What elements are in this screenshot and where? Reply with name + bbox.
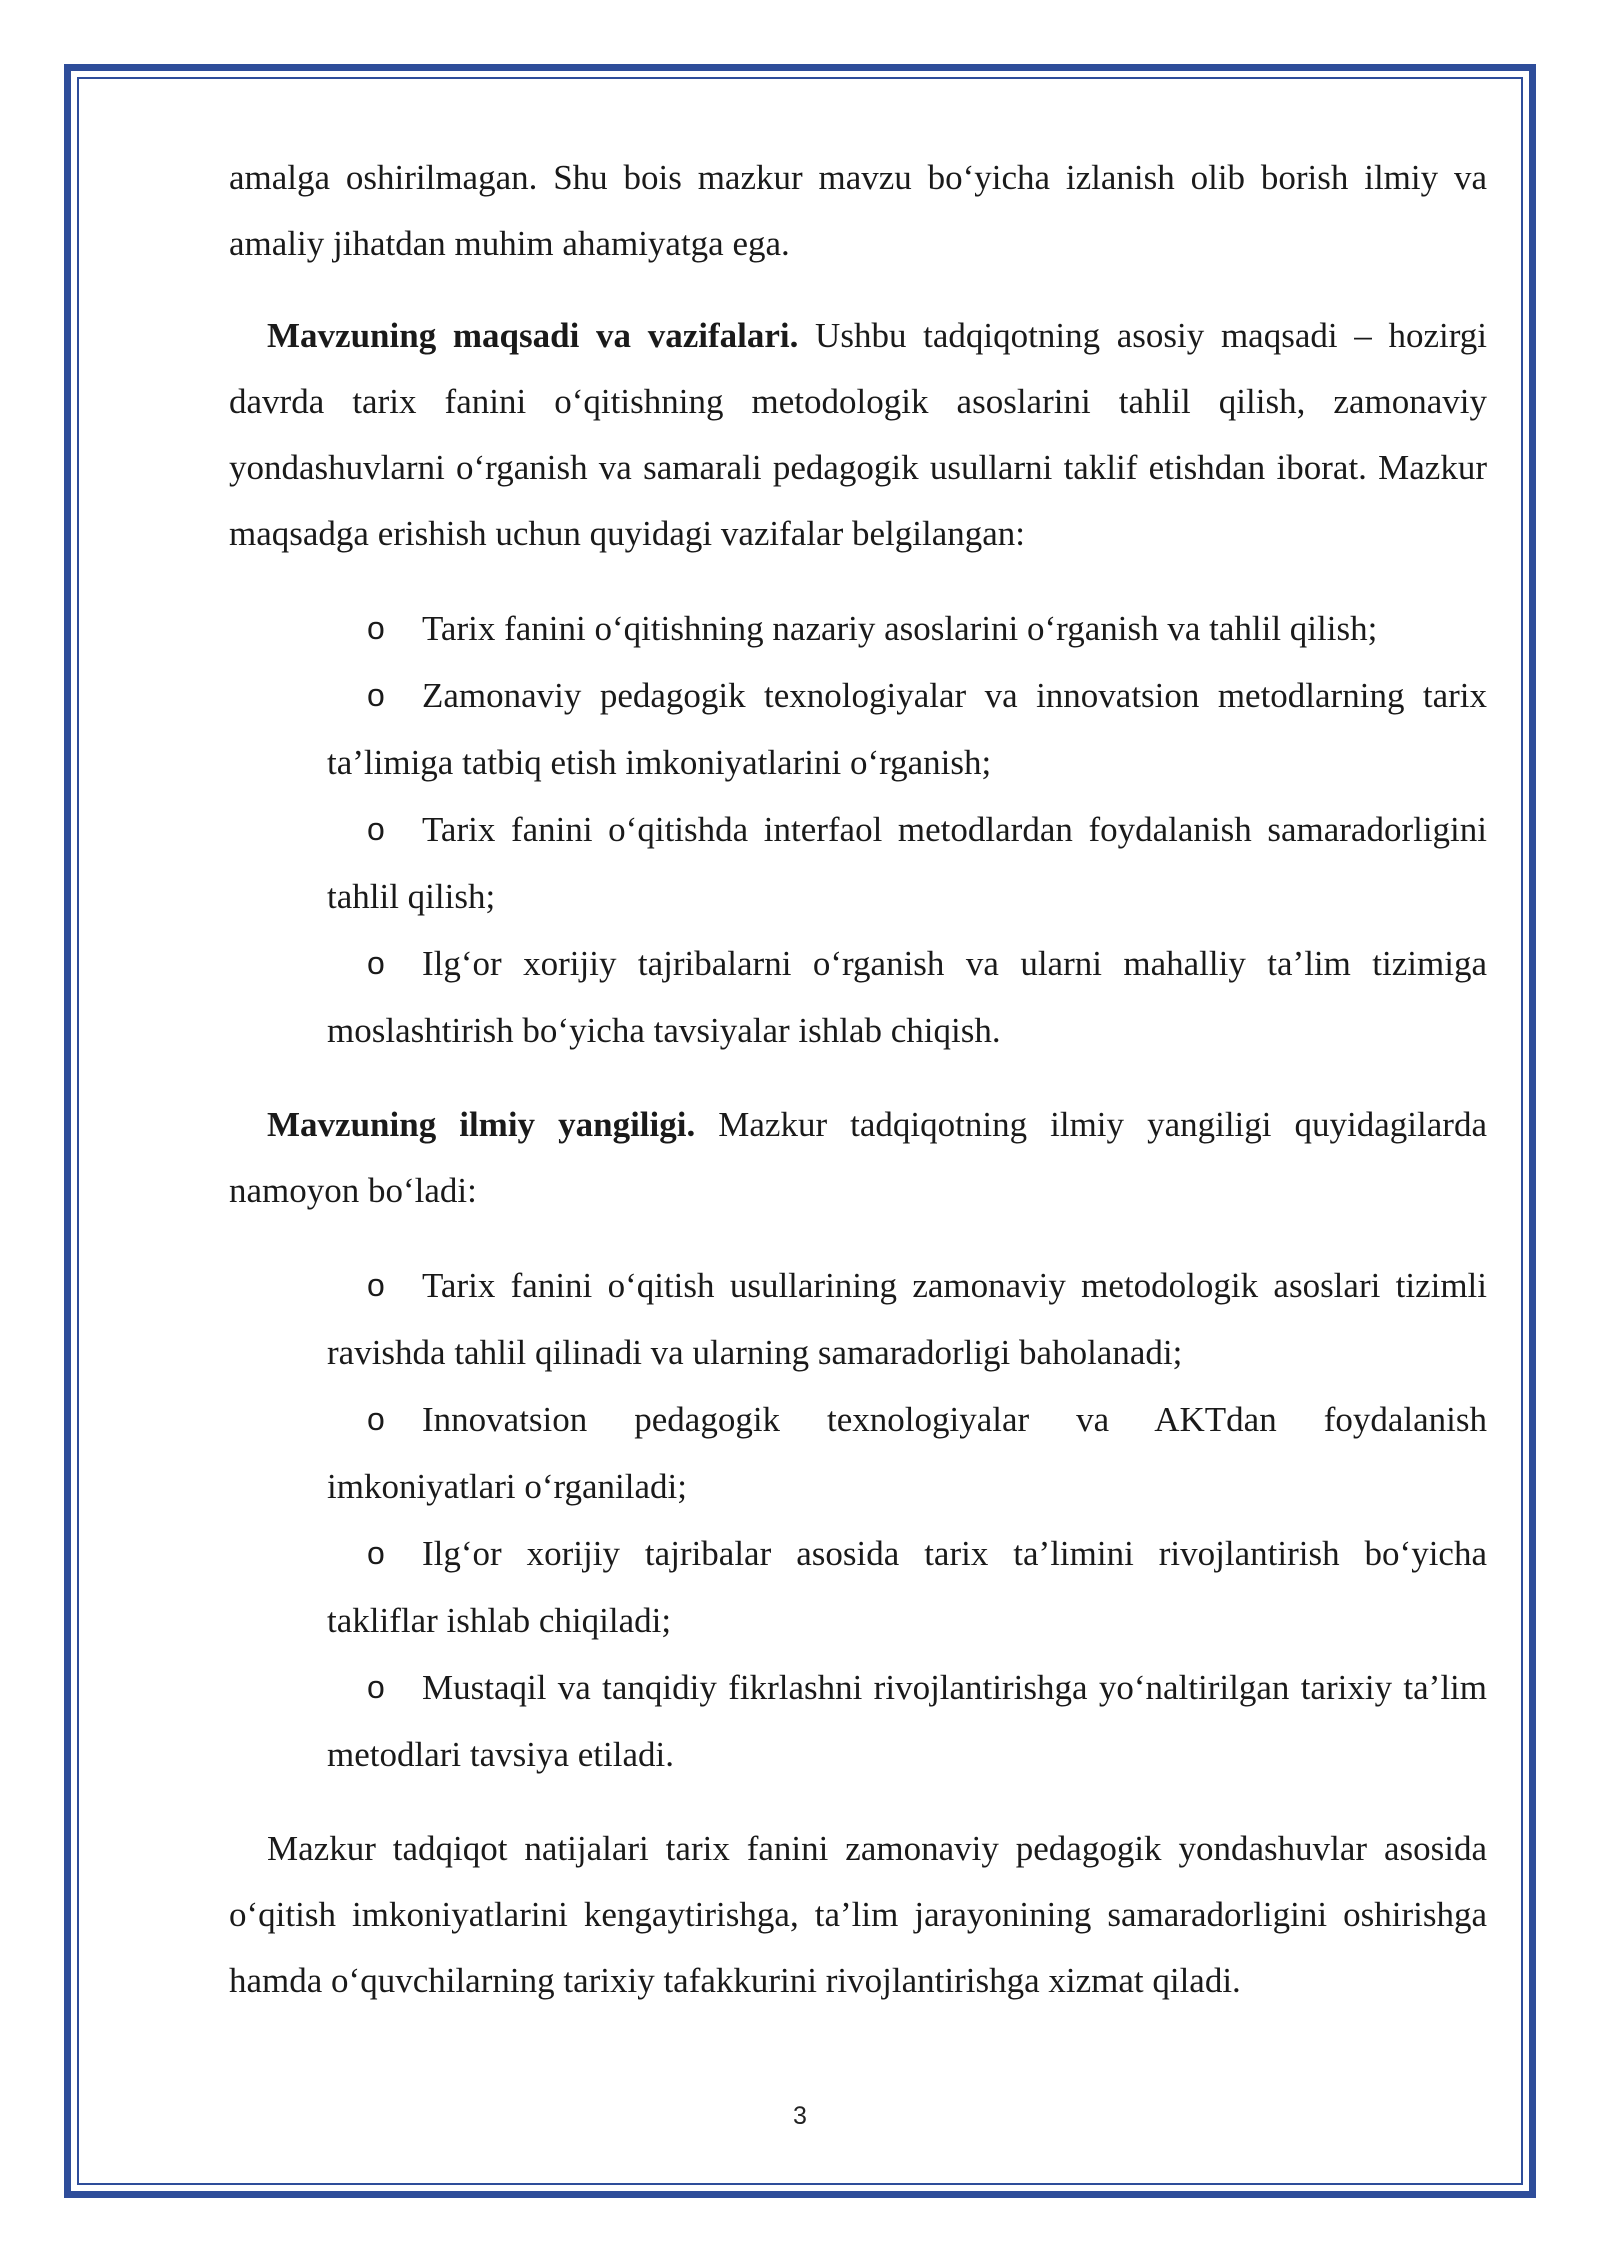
bullet-icon: o <box>367 1401 385 1437</box>
paragraph-goals-text: Ushbu tadqiqotning asosiy maqsadi – hozirgi davrda tarix fanini o‘qitishning metodologik asoslarini tahlil qilish, zamonaviy yondashuvlarni o‘rganish va samarali pedagogik usullarni taklif etishdan iborat. Mazkur maqsadga erishish uchun quyidagi vazifalar belgilangan: <box>229 316 1487 553</box>
novelty-list <box>229 1252 1487 1788</box>
paragraph-intro-continuation: amalga oshirilmagan. Shu bois mazkur mavzu bo‘yicha izlanish olib borish ilmiy va amaliy jihatdan muhim ahamiyatga ega. <box>229 158 1487 263</box>
list-item-text: Zamonaviy pedagogik texnologiyalar va innovatsion metodlarning tarix ta’limiga tatbiq etish imkoniyatlarini o‘rganish; <box>327 676 1487 782</box>
bullet-icon: o <box>367 1669 385 1705</box>
bullet-icon: o <box>367 1535 385 1571</box>
bullet-icon: o <box>367 677 385 713</box>
list-item-text: Tarix fanini o‘qitish usullarining zamonaviy metodologik asoslari tizimli ravishda tahlil qilinadi va ularning samaradorligi baholanadi; <box>327 1266 1487 1372</box>
document-body <box>229 145 1487 2014</box>
list-item-text: Ilg‘or xorijiy tajribalarni o‘rganish va ularni mahalliy ta’lim tizimiga moslashtirish bo‘yicha tavsiyalar ishlab chiqish. <box>327 944 1487 1050</box>
list-item-text: Tarix fanini o‘qitishda interfaol metodlardan foydalanish samaradorligini tahlil qilish; <box>327 810 1487 916</box>
list-item <box>327 796 1487 930</box>
bullet-icon: o <box>367 811 385 847</box>
paragraph-goals <box>229 303 1487 567</box>
paragraph-conclusion: Mazkur tadqiqot natijalari tarix fanini zamonaviy pedagogik yondashuvlar asosida o‘qitish imkoniyatlarini kengaytirishga, ta’lim jarayonining samaradorligini oshirishga hamda o‘quvchilarning tarixiy tafakkurini rivojlantirishga xizmat qiladi. <box>229 1829 1487 2000</box>
list-item <box>327 1386 1487 1520</box>
bullet-icon: o <box>367 610 385 646</box>
heading-goals: Mavzuning maqsadi va vazifalari. <box>267 316 799 355</box>
bullet-icon: o <box>367 1267 385 1303</box>
list-item-text: Ilg‘or xorijiy tajribalar asosida tarix ta’limini rivojlantirish bo‘yicha takliflar ishlab chiqiladi; <box>327 1534 1487 1640</box>
list-item-text: Innovatsion pedagogik texnologiyalar va AKTdan foydalanish imkoniyatlari o‘rganiladi; <box>327 1400 1487 1506</box>
list-item <box>327 930 1487 1064</box>
list-item <box>327 1520 1487 1654</box>
list-item-text: Tarix fanini o‘qitishning nazariy asoslarini o‘rganish va tahlil qilish; <box>422 609 1378 648</box>
page-number: 3 <box>793 2102 807 2130</box>
list-item <box>327 662 1487 796</box>
tasks-list <box>229 595 1487 1064</box>
list-item <box>327 1654 1487 1788</box>
list-item <box>327 595 1487 662</box>
list-item <box>327 1252 1487 1386</box>
paragraph-novelty-text: Mazkur tadqiqotning ilmiy yangiligi quyidagilarda namoyon bo‘ladi: <box>229 1105 1487 1210</box>
heading-novelty: Mavzuning ilmiy yangiligi. <box>267 1105 696 1144</box>
bullet-icon: o <box>367 945 385 981</box>
paragraph-novelty <box>229 1092 1487 1224</box>
list-item-text: Mustaqil va tanqidiy fikrlashni rivojlantirishga yo‘naltirilgan tarixiy ta’lim metodlari tavsiya etiladi. <box>327 1668 1487 1774</box>
